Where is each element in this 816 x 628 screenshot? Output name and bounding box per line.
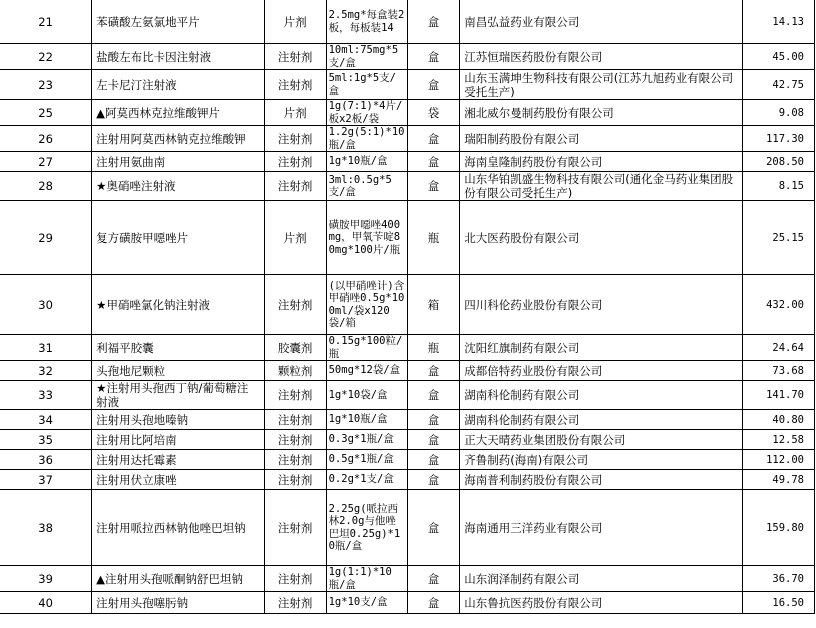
dosage-form-cell: 注射剂 [264, 172, 326, 201]
specification-cell: 0.5g*1瓶/盒 [326, 450, 407, 470]
price-cell: 49.78 [743, 470, 815, 490]
dosage-form-cell: 注射剂 [264, 70, 326, 100]
row-number-cell: 32 [0, 361, 92, 381]
dosage-form-cell: 注射剂 [264, 592, 326, 614]
price-cell: 12.58 [743, 430, 815, 450]
table-row [0, 410, 815, 430]
price-cell: 24.64 [743, 335, 815, 361]
manufacturer-cell: 海南普利制药股份有限公司 [460, 470, 743, 490]
drug-name-cell: 盐酸左布比卡因注射液 [92, 44, 265, 70]
packaging-unit-cell: 瓶 [407, 201, 459, 275]
price-cell: 16.50 [743, 592, 815, 614]
price-cell: 14.13 [743, 0, 815, 44]
row-number-cell: 40 [0, 592, 92, 614]
specification-cell: 50mg*12袋/盒 [326, 361, 407, 381]
manufacturer-cell: 成都倍特药业股份有限公司 [460, 361, 743, 381]
packaging-unit-cell: 箱 [407, 275, 459, 335]
table-row [0, 592, 815, 614]
specification-cell: 1g*10支/盒 [326, 592, 407, 614]
drug-name-cell: 苯磺酸左氨氯地平片 [92, 0, 265, 44]
manufacturer-cell: 瑞阳制药股份有限公司 [460, 126, 743, 152]
table-row [0, 430, 815, 450]
price-cell: 45.00 [743, 44, 815, 70]
row-number-cell: 30 [0, 275, 92, 335]
drug-name-cell: ▲注射用头孢哌酮钠舒巴坦钠 [92, 566, 265, 592]
drug-name-cell: 注射用阿莫西林钠克拉维酸钾 [92, 126, 265, 152]
row-number-cell: 34 [0, 410, 92, 430]
dosage-form-cell: 注射剂 [264, 381, 326, 410]
price-cell: 117.30 [743, 126, 815, 152]
dosage-form-cell: 片剂 [264, 0, 326, 44]
row-number-cell: 33 [0, 381, 92, 410]
table-row [0, 450, 815, 470]
packaging-unit-cell: 盒 [407, 410, 459, 430]
packaging-unit-cell: 盒 [407, 70, 459, 100]
specification-cell: 0.3g*1瓶/盒 [326, 430, 407, 450]
packaging-unit-cell: 盒 [407, 126, 459, 152]
price-cell: 112.00 [743, 450, 815, 470]
row-number-cell: 29 [0, 201, 92, 275]
manufacturer-cell: 齐鲁制药(海南)有限公司 [460, 450, 743, 470]
packaging-unit-cell: 盒 [407, 0, 459, 44]
drug-name-cell: 复方磺胺甲噁唑片 [92, 201, 265, 275]
manufacturer-cell: 湘北威尔曼制药股份有限公司 [460, 100, 743, 126]
packaging-unit-cell: 盒 [407, 490, 459, 566]
row-number-cell: 22 [0, 44, 92, 70]
table-row [0, 100, 815, 126]
manufacturer-cell: 山东华铂凯盛生物科技有限公司(通化金马药业集团股份有限公司受托生产) [460, 172, 743, 201]
table-row [0, 172, 815, 201]
drug-name-cell: ▲阿莫西林克拉维酸钾片 [92, 100, 265, 126]
dosage-form-cell: 注射剂 [264, 430, 326, 450]
table-row [0, 275, 815, 335]
price-cell: 159.80 [743, 490, 815, 566]
dosage-form-cell: 胶囊剂 [264, 335, 326, 361]
row-number-cell: 23 [0, 70, 92, 100]
specification-cell: 磺胺甲噁唑400mg，甲氧苄啶80mg*100片/瓶 [326, 201, 407, 275]
specification-cell: 1.2g(5:1)*10瓶/盒 [326, 126, 407, 152]
packaging-unit-cell: 盒 [407, 450, 459, 470]
dosage-form-cell: 注射剂 [264, 44, 326, 70]
table-row [0, 490, 815, 566]
price-cell: 40.80 [743, 410, 815, 430]
drug-name-cell: 左卡尼汀注射液 [92, 70, 265, 100]
row-number-cell: 28 [0, 172, 92, 201]
manufacturer-cell: 山东玉满坤生物科技有限公司(江苏九旭药业有限公司受托生产) [460, 70, 743, 100]
specification-cell: 2.25g(哌拉西林2.0g与他唑巴坦0.25g)*10瓶/盒 [326, 490, 407, 566]
drug-name-cell: 注射用比阿培南 [92, 430, 265, 450]
packaging-unit-cell: 盒 [407, 381, 459, 410]
specification-cell: 1g*10袋/盒 [326, 381, 407, 410]
price-cell: 9.08 [743, 100, 815, 126]
table-row [0, 566, 815, 592]
packaging-unit-cell: 盒 [407, 592, 459, 614]
specification-cell: 1g*10瓶/盒 [326, 152, 407, 172]
specification-cell: (以甲硝唑计)含甲硝唑0.5g*100ml/袋x120袋/箱 [326, 275, 407, 335]
drug-name-cell: ★奥硝唑注射液 [92, 172, 265, 201]
drug-name-cell: 注射用头孢噻肟钠 [92, 592, 265, 614]
drug-name-cell: ★甲硝唑氯化钠注射液 [92, 275, 265, 335]
table-row [0, 0, 815, 44]
manufacturer-cell: 正大天晴药业集团股份有限公司 [460, 430, 743, 450]
specification-cell: 5ml:1g*5支/盒 [326, 70, 407, 100]
row-number-cell: 21 [0, 0, 92, 44]
row-number-cell: 25 [0, 100, 92, 126]
drug-name-cell: 利福平胶囊 [92, 335, 265, 361]
manufacturer-cell: 海南通用三洋药业有限公司 [460, 490, 743, 566]
price-cell: 25.15 [743, 201, 815, 275]
manufacturer-cell: 海南皇隆制药股份有限公司 [460, 152, 743, 172]
manufacturer-cell: 南昌弘益药业有限公司 [460, 0, 743, 44]
manufacturer-cell: 沈阳红旗制药有限公司 [460, 335, 743, 361]
packaging-unit-cell: 盒 [407, 172, 459, 201]
specification-cell: 1g(7:1)*4片/板x2板/袋 [326, 100, 407, 126]
manufacturer-cell: 江苏恒瑞医药股份有限公司 [460, 44, 743, 70]
drug-name-cell: 注射用伏立康唑 [92, 470, 265, 490]
table-row [0, 126, 815, 152]
dosage-form-cell: 注射剂 [264, 275, 326, 335]
dosage-form-cell: 注射剂 [264, 470, 326, 490]
row-number-cell: 26 [0, 126, 92, 152]
dosage-form-cell: 注射剂 [264, 410, 326, 430]
manufacturer-cell: 四川科伦药业股份有限公司 [460, 275, 743, 335]
price-cell: 208.50 [743, 152, 815, 172]
drug-name-cell: 注射用哌拉西林钠他唑巴坦钠 [92, 490, 265, 566]
table-row [0, 470, 815, 490]
specification-cell: 0.15g*100粒/瓶 [326, 335, 407, 361]
packaging-unit-cell: 盒 [407, 152, 459, 172]
table-row [0, 201, 815, 275]
table-row [0, 361, 815, 381]
dosage-form-cell: 片剂 [264, 100, 326, 126]
table-row [0, 381, 815, 410]
row-number-cell: 35 [0, 430, 92, 450]
dosage-form-cell: 颗粒剂 [264, 361, 326, 381]
packaging-unit-cell: 盒 [407, 430, 459, 450]
dosage-form-cell: 注射剂 [264, 490, 326, 566]
price-cell: 73.68 [743, 361, 815, 381]
packaging-unit-cell: 袋 [407, 100, 459, 126]
table-row [0, 335, 815, 361]
manufacturer-cell: 湖南科伦制药有限公司 [460, 410, 743, 430]
row-number-cell: 39 [0, 566, 92, 592]
specification-cell: 3ml:0.5g*5支/盒 [326, 172, 407, 201]
manufacturer-cell: 湖南科伦制药有限公司 [460, 381, 743, 410]
drug-name-cell: 注射用头孢地嗪钠 [92, 410, 265, 430]
manufacturer-cell: 山东鲁抗医药股份有限公司 [460, 592, 743, 614]
price-cell: 141.70 [743, 381, 815, 410]
packaging-unit-cell: 瓶 [407, 335, 459, 361]
drug-name-cell: ★注射用头孢西丁钠/葡萄糖注射液 [92, 381, 265, 410]
specification-cell: 10ml:75mg*5支/盒 [326, 44, 407, 70]
price-cell: 432.00 [743, 275, 815, 335]
dosage-form-cell: 片剂 [264, 201, 326, 275]
table-row [0, 44, 815, 70]
specification-cell: 1g*10瓶/盒 [326, 410, 407, 430]
specification-cell: 0.2g*1支/盒 [326, 470, 407, 490]
specification-cell: 2.5mg*每盒装2板，每板装14 [326, 0, 407, 44]
packaging-unit-cell: 盒 [407, 470, 459, 490]
packaging-unit-cell: 盒 [407, 566, 459, 592]
drug-name-cell: 头孢地尼颗粒 [92, 361, 265, 381]
row-number-cell: 31 [0, 335, 92, 361]
packaging-unit-cell: 盒 [407, 361, 459, 381]
row-number-cell: 38 [0, 490, 92, 566]
dosage-form-cell: 注射剂 [264, 152, 326, 172]
drug-name-cell: 注射用达托霉素 [92, 450, 265, 470]
dosage-form-cell: 注射剂 [264, 450, 326, 470]
manufacturer-cell: 山东润泽制药有限公司 [460, 566, 743, 592]
row-number-cell: 37 [0, 470, 92, 490]
manufacturer-cell: 北大医药股份有限公司 [460, 201, 743, 275]
table-row [0, 70, 815, 100]
row-number-cell: 36 [0, 450, 92, 470]
table-row [0, 152, 815, 172]
price-cell: 42.75 [743, 70, 815, 100]
drug-name-cell: 注射用氨曲南 [92, 152, 265, 172]
dosage-form-cell: 注射剂 [264, 566, 326, 592]
dosage-form-cell: 注射剂 [264, 126, 326, 152]
price-cell: 8.15 [743, 172, 815, 201]
specification-cell: 1g(1:1)*10瓶/盒 [326, 566, 407, 592]
price-cell: 36.70 [743, 566, 815, 592]
packaging-unit-cell: 盒 [407, 44, 459, 70]
row-number-cell: 27 [0, 152, 92, 172]
